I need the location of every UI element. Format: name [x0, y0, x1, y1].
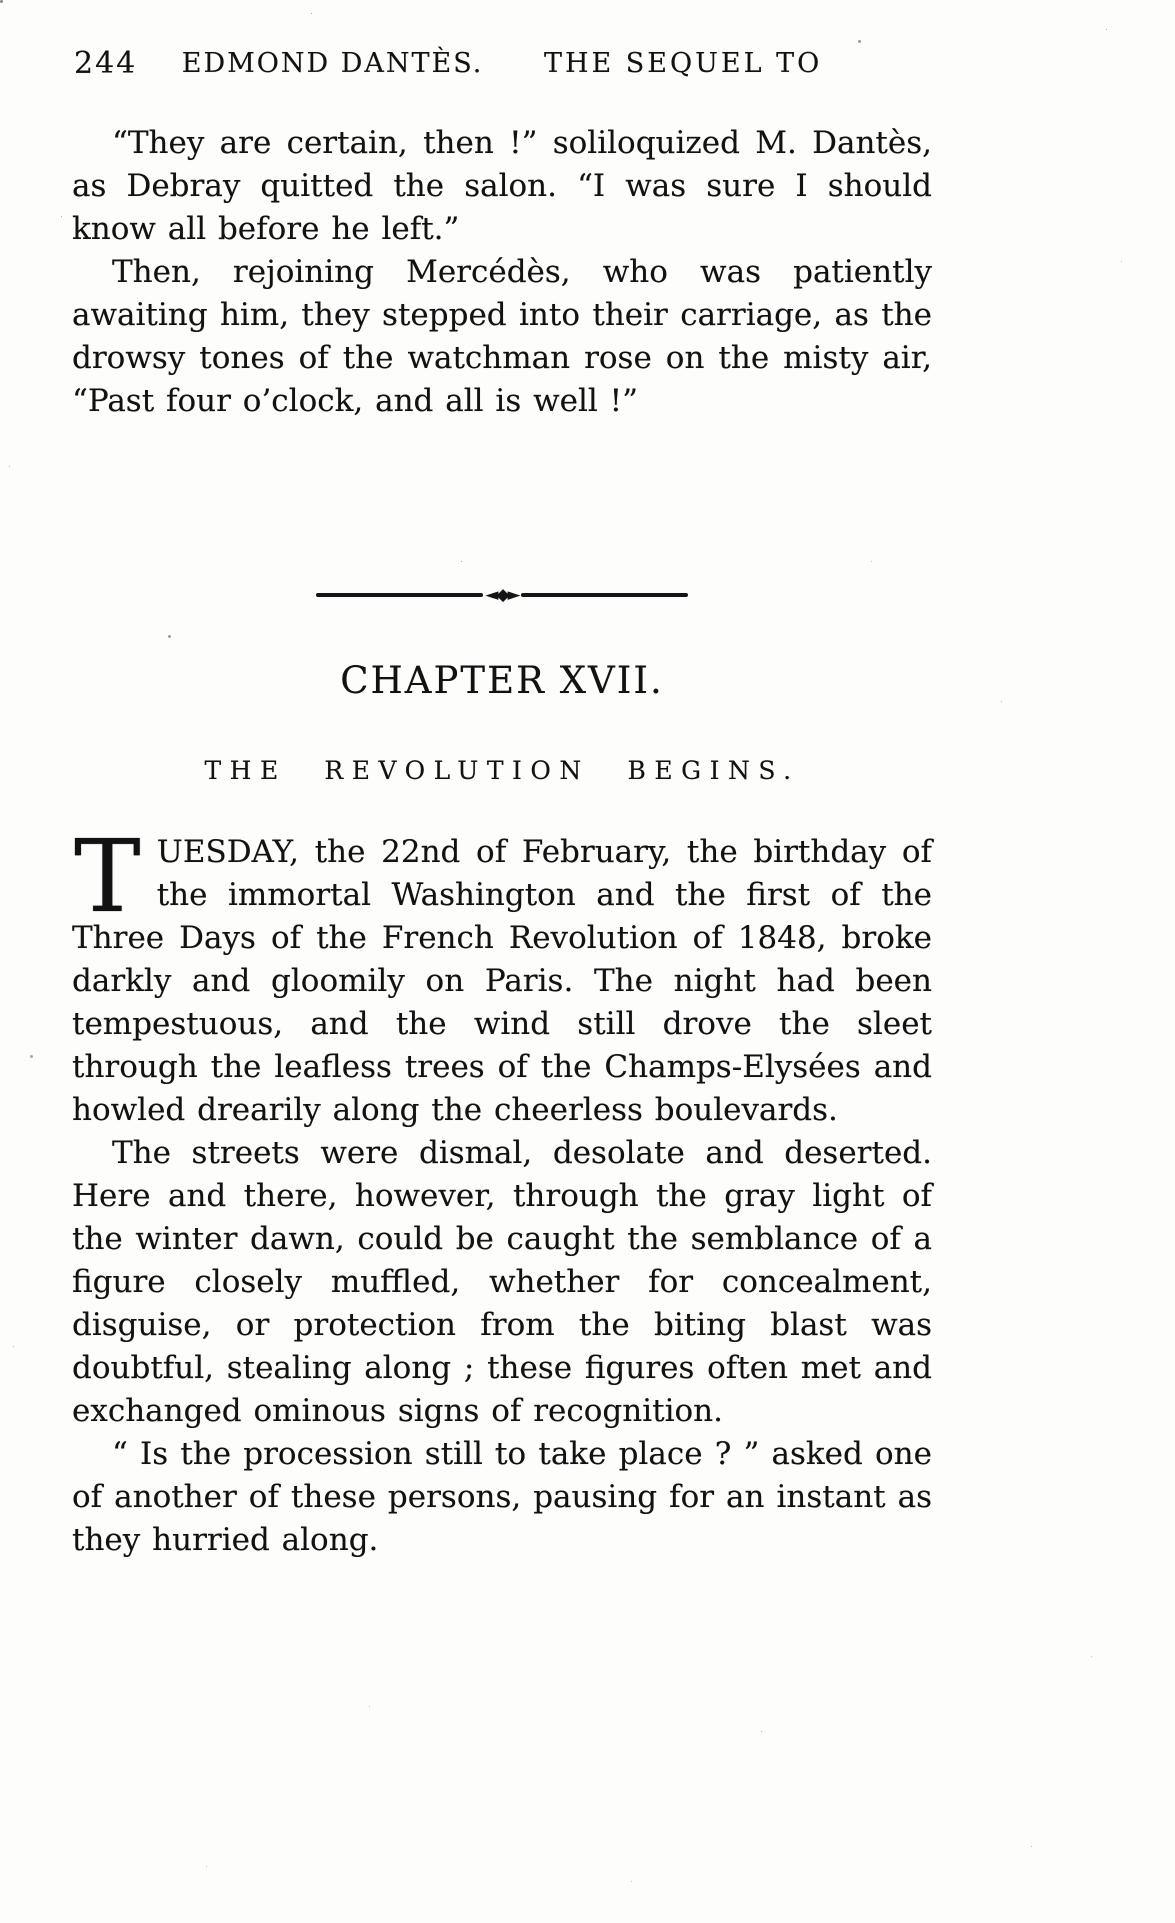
divider-ornament-icon: ◄◆► [485, 585, 519, 605]
paragraph-mercedes-carriage: Then, rejoining Mercédès, who was patiently awaiting him, they stepped into their carriage, as the drowsy tones of the watchman rose on the misty air, “Past four o’clock, and all is well !” [72, 254, 932, 419]
running-title-book: EDMOND DANTÈS. [181, 48, 484, 79]
opening-paragraph-text: UESDAY, the 22nd of February, the birthday of the immortal Washington and the first of the Three Days of the French Revolution of 1848, broke darkly and gloomily on Paris. The night had been tempestuous, and the wind still drove the sleet through the leafless trees of the Champs-Elysées and howled drearily along the cheerless boulevards. [72, 834, 932, 1128]
text-block [72, 46, 932, 1562]
page-number: 244 [74, 46, 138, 81]
section-divider [316, 585, 688, 605]
drop-cap-letter: T [74, 818, 141, 935]
paragraph-tuesday-opening [72, 818, 932, 1132]
running-title-sequel: THE SEQUEL TO [543, 48, 823, 79]
divider-rule-right [521, 593, 688, 597]
scan-noise [0, 0, 3, 3]
chapter-body [72, 818, 932, 1562]
paragraph-procession-question: “ Is the procession still to take place ? ” asked one of another of these persons, pausing for an instant as they hurried along. [72, 1436, 932, 1558]
chapter-title: CHAPTER XVII. [340, 659, 664, 702]
chapter-subtitle: THE REVOLUTION BEGINS. [204, 756, 800, 785]
divider-rule-left [316, 593, 483, 597]
running-head [72, 46, 932, 86]
paragraph-dialogue-certain: “They are certain, then !” soliloquized M. Dantès, as Debray quitted the salon. “I was sure I should know all before he left.” [72, 125, 932, 247]
paragraph-streets-dismal: The streets were dismal, desolate and deserted. Here and there, however, through the gray light of the winter dawn, could be caught the semblance of a figure closely muffled, whether for concealment, disguise, or protection from the biting blast was doubtful, stealing along ; these figures often met and exchanged ominous signs of recognition. [72, 1135, 932, 1429]
running-title [72, 48, 932, 79]
